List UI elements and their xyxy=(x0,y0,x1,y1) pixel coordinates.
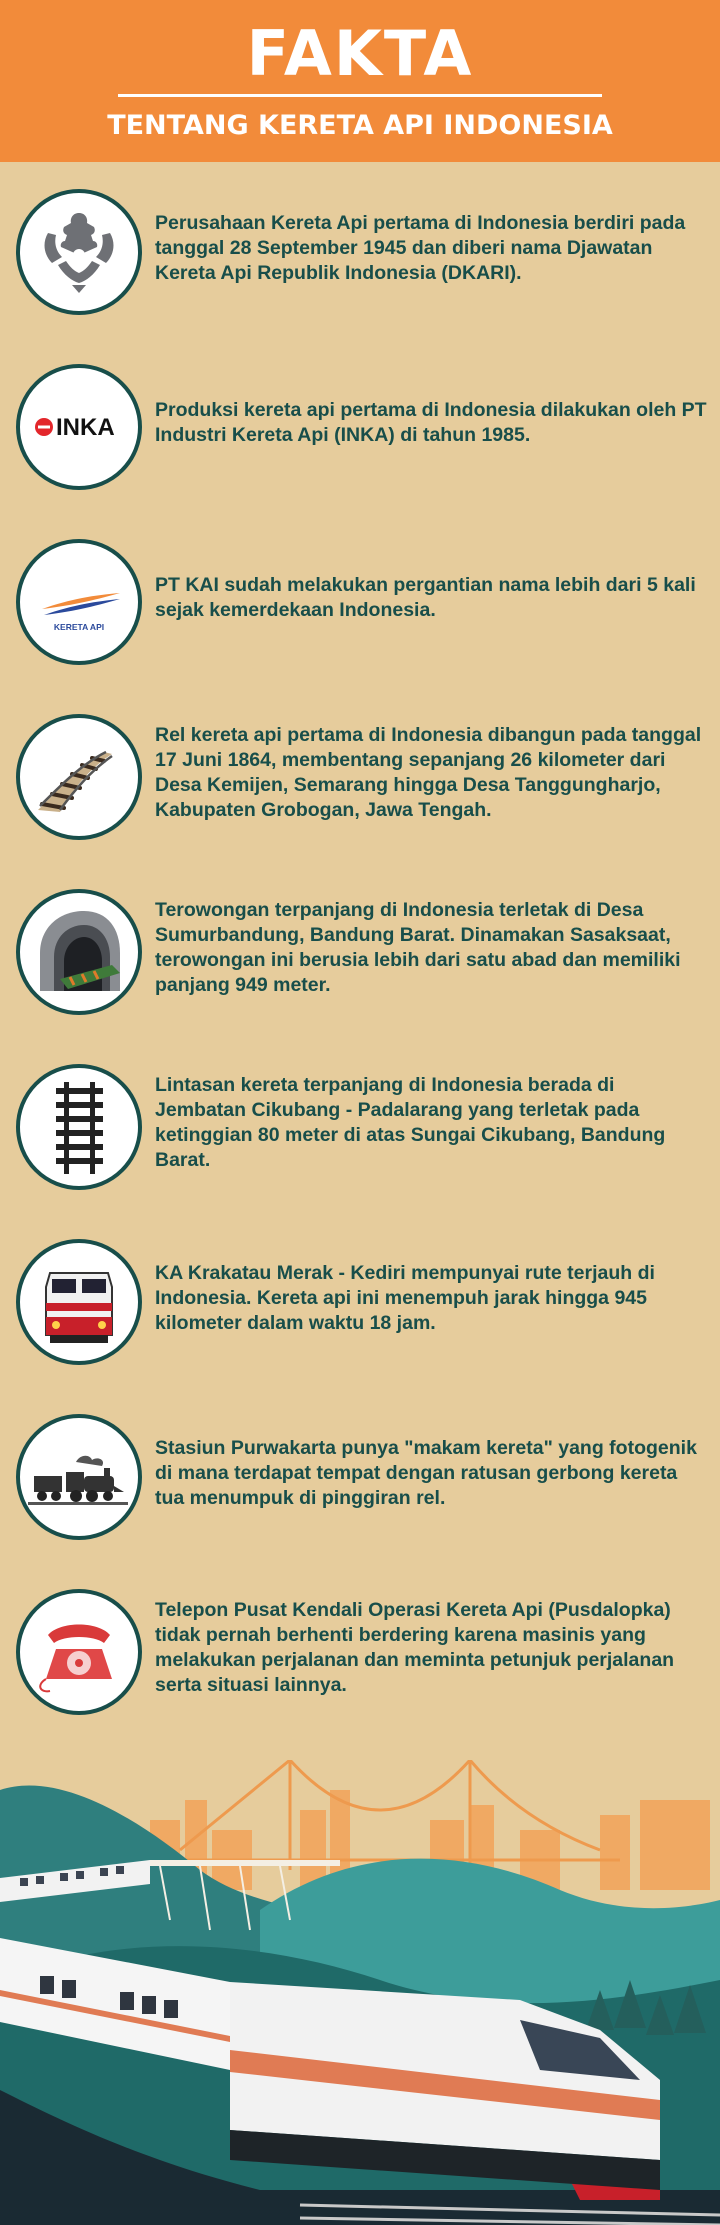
title-divider xyxy=(118,94,602,97)
fact-text: Rel kereta api pertama di Indonesia dibangun pada tanggal 17 Juni 1864, membentang sepanjang 26 kilometer dari Desa Kemijen, Semarang hingga Desa Tanggungharjo, Kabupaten Grobogan, Jawa Tengah. xyxy=(155,724,702,821)
garuda-emblem-icon xyxy=(20,193,138,311)
fact-text: Produksi kereta api pertama di Indonesia dilakukan oleh PT Industri Kereta Api (INKA) di tahun 1985. xyxy=(155,399,707,446)
fact-icon-circle xyxy=(16,1589,142,1715)
fact-text: PT KAI sudah melakukan pergantian nama lebih dari 5 kali sejak kemerdekaan Indonesia. xyxy=(155,574,696,621)
fact-icon-circle xyxy=(16,1064,142,1190)
locomotive-icon xyxy=(20,1243,138,1361)
fact-text: Telepon Pusat Kendali Operasi Kereta Api (Pusdalopka) tidak pernah berhenti berdering karena masinis yang melakukan perjalanan dan meminta petunjuk perjalanan serta situasi lainnya. xyxy=(155,1599,675,1696)
fact-item-6 xyxy=(0,1061,720,1191)
page-subtitle: TENTANG KERETA API INDONESIA xyxy=(107,110,613,141)
steam-train-icon xyxy=(20,1418,138,1536)
fact-text: Terowongan terpanjang di Indonesia terletak di Desa Sumurbandung, Bandung Barat. Dinamakan Sasaksaat, terowongan ini berusia lebih dari satu abad dan memiliki panjang 949 meter. xyxy=(155,899,681,996)
fact-item-9 xyxy=(0,1586,720,1716)
fact-item-5 xyxy=(0,886,720,1016)
fact-icon-circle xyxy=(16,1414,142,1540)
landscape-scene xyxy=(0,1760,720,2225)
fact-icon-circle xyxy=(16,364,142,490)
fact-item-2 xyxy=(0,361,720,491)
fact-icon-circle xyxy=(16,889,142,1015)
rail-track-straight-icon xyxy=(20,1068,138,1186)
fact-item-8 xyxy=(0,1411,720,1541)
tunnel-icon xyxy=(20,893,138,1011)
train-landscape-illustration xyxy=(0,1760,720,2225)
fact-text: Perusahaan Kereta Api pertama di Indonesia berdiri pada tanggal 28 September 1945 dan diberi nama Djawatan Kereta Api Republik Indonesia (DKARI). xyxy=(155,211,686,284)
fact-item-3 xyxy=(0,536,720,666)
fact-text: KA Krakatau Merak - Kediri mempunyai rute terjauh di Indonesia. Kereta api ini menempuh jarak hingga 945 kilometer dalam waktu 18 jam. xyxy=(155,1261,655,1334)
railway-track-icon xyxy=(20,718,138,836)
header-banner xyxy=(0,0,720,162)
inka-logo-text: INKA xyxy=(56,414,115,441)
kereta-api-logo-icon xyxy=(20,543,138,661)
page-title: FAKTA xyxy=(246,17,474,90)
fact-item-7 xyxy=(0,1236,720,1366)
fact-item-1 xyxy=(0,186,720,316)
fact-text: Lintasan kereta terpanjang di Indonesia berada di Jembatan Cikubang - Padalarang yang terletak pada ketinggian 80 meter di atas Sungai Cikubang, Bandung Barat. xyxy=(155,1074,666,1171)
fact-text: Stasiun Purwakarta punya "makam kereta" yang fotogenik di mana terdapat tempat dengan ratusan gerbong kereta tua menumpuk di pinggiran rel. xyxy=(155,1436,697,1509)
rotary-telephone-icon xyxy=(20,1593,138,1711)
fact-item-4 xyxy=(0,711,720,841)
inka-logo-icon xyxy=(20,368,138,486)
fact-icon-circle xyxy=(16,714,142,840)
fact-icon-circle xyxy=(16,1239,142,1365)
fact-icon-circle xyxy=(16,189,142,315)
kereta-api-logo-text: KERETA API xyxy=(53,622,105,632)
fact-icon-circle xyxy=(16,539,142,665)
